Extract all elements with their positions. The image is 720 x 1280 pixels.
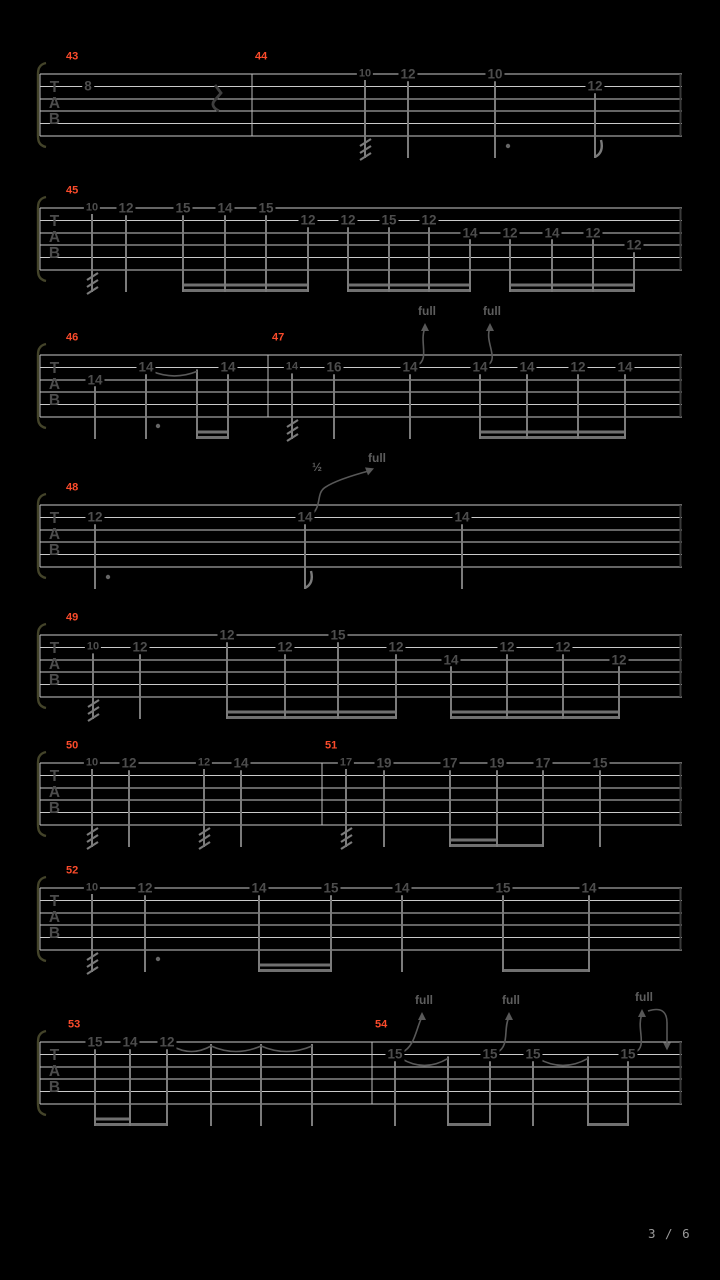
fret-number[interactable]: 19 bbox=[376, 755, 392, 771]
fret-number[interactable]: 12 bbox=[277, 639, 293, 655]
tab-clef bbox=[46, 511, 63, 559]
tab-clef-letter: B bbox=[48, 245, 61, 262]
tab-clef-letter: B bbox=[48, 392, 61, 409]
tab-clef-letter: A bbox=[48, 95, 61, 112]
system-brace bbox=[38, 877, 46, 961]
fret-number[interactable]: 15 bbox=[87, 1034, 103, 1050]
bend-arrow bbox=[402, 1017, 422, 1052]
grace-fret-number[interactable]: 12 bbox=[197, 756, 211, 769]
bend-arrowhead-icon bbox=[421, 323, 429, 331]
bend-arrowhead-icon bbox=[638, 1009, 646, 1017]
fret-number[interactable]: 15 bbox=[482, 1046, 498, 1062]
fret-number[interactable]: 15 bbox=[258, 200, 274, 216]
tab-clef-letter: A bbox=[48, 784, 61, 801]
fret-number[interactable]: 15 bbox=[323, 880, 339, 896]
fret-number[interactable]: 14 bbox=[217, 200, 233, 216]
tie-arc bbox=[172, 1046, 211, 1052]
tab-clef-letter: B bbox=[48, 542, 61, 559]
beam bbox=[196, 431, 229, 434]
fret-number[interactable]: 14 bbox=[87, 372, 103, 388]
tab-clef-letter: T bbox=[49, 768, 60, 785]
beam bbox=[479, 436, 626, 439]
augmentation-dot bbox=[156, 424, 160, 428]
fret-number[interactable]: 12 bbox=[400, 66, 416, 82]
beam bbox=[502, 969, 590, 972]
page-indicator: 3 / 6 bbox=[648, 1226, 691, 1241]
fret-number[interactable]: 12 bbox=[388, 639, 404, 655]
fret-number[interactable]: 12 bbox=[340, 212, 356, 228]
bend-amount-label: ½ bbox=[311, 460, 323, 474]
fret-number[interactable]: 12 bbox=[502, 225, 518, 241]
tab-clef-letter: B bbox=[48, 1079, 61, 1096]
fret-number[interactable]: 16 bbox=[326, 359, 342, 375]
system-brace bbox=[38, 197, 46, 281]
measure-number[interactable]: 51 bbox=[325, 739, 338, 752]
fret-number[interactable]: 10 bbox=[487, 66, 503, 82]
fret-number[interactable]: 14 bbox=[122, 1034, 138, 1050]
tab-clef-letter: A bbox=[48, 656, 61, 673]
fret-number[interactable]: 12 bbox=[570, 359, 586, 375]
beam bbox=[226, 716, 397, 719]
fret-number[interactable]: 15 bbox=[620, 1046, 636, 1062]
fret-number[interactable]: 12 bbox=[132, 639, 148, 655]
tab-clef-letter: A bbox=[48, 526, 61, 543]
beam bbox=[94, 1118, 131, 1121]
fret-number[interactable]: 17 bbox=[535, 755, 551, 771]
augmentation-dot bbox=[106, 575, 110, 579]
bend-amount-label: full bbox=[415, 993, 433, 1007]
tab-clef-letter: T bbox=[49, 640, 60, 657]
bend-amount-label: full bbox=[502, 993, 520, 1007]
tab-clef-letter: A bbox=[48, 909, 61, 926]
grace-fret-number[interactable]: 14 bbox=[285, 360, 299, 373]
tab-clef-letter: B bbox=[48, 672, 61, 689]
tab-clef-letter: B bbox=[48, 800, 61, 817]
grace-fret-number[interactable]: 17 bbox=[339, 756, 353, 769]
tab-clef-letter: B bbox=[48, 925, 61, 942]
fret-number[interactable]: 12 bbox=[585, 225, 601, 241]
tab-clef bbox=[46, 894, 63, 942]
fret-number[interactable]: 14 bbox=[519, 359, 535, 375]
system-brace bbox=[38, 63, 46, 147]
measure-number[interactable]: 48 bbox=[66, 481, 79, 494]
tie-arc bbox=[211, 1046, 261, 1052]
system-brace bbox=[38, 344, 46, 428]
fret-number[interactable]: 12 bbox=[87, 509, 103, 525]
beam bbox=[347, 284, 471, 287]
tab-clef-letter: T bbox=[49, 893, 60, 910]
fret-number[interactable]: 15 bbox=[330, 627, 346, 643]
measure-number[interactable]: 43 bbox=[66, 50, 79, 63]
grace-fret-number[interactable]: 10 bbox=[358, 67, 372, 80]
tab-clef-letter: T bbox=[49, 510, 60, 527]
fret-number[interactable]: 14 bbox=[617, 359, 633, 375]
bend-amount-label: full bbox=[368, 451, 386, 465]
fret-number[interactable]: 14 bbox=[581, 880, 597, 896]
tab-clef bbox=[46, 769, 63, 817]
tab-clef-letter: T bbox=[49, 79, 60, 96]
measure-number[interactable]: 50 bbox=[66, 739, 79, 752]
beam bbox=[182, 284, 309, 287]
bend-amount-label: full bbox=[418, 304, 436, 318]
beam bbox=[509, 284, 635, 287]
fret-number[interactable]: 12 bbox=[421, 212, 437, 228]
bend-arrowhead-icon bbox=[505, 1012, 513, 1020]
fret-number[interactable]: 12 bbox=[219, 627, 235, 643]
tie-arc bbox=[538, 1058, 588, 1065]
fret-number[interactable]: 12 bbox=[137, 880, 153, 896]
fret-number[interactable]: 15 bbox=[381, 212, 397, 228]
beam bbox=[450, 711, 620, 714]
fret-number[interactable]: 14 bbox=[220, 359, 236, 375]
tab-clef-letter: A bbox=[48, 376, 61, 393]
beam bbox=[587, 1123, 629, 1126]
beam bbox=[347, 289, 471, 292]
tab-clef-letter: B bbox=[48, 111, 61, 128]
system-brace bbox=[38, 752, 46, 836]
fret-number[interactable]: 12 bbox=[611, 652, 627, 668]
fret-number[interactable]: 14 bbox=[233, 755, 249, 771]
grace-fret-number[interactable]: 10 bbox=[85, 881, 99, 894]
fret-number[interactable]: 15 bbox=[592, 755, 608, 771]
tie-arc bbox=[401, 1058, 448, 1065]
fret-number[interactable]: 15 bbox=[175, 200, 191, 216]
tie-arc bbox=[152, 371, 197, 376]
fret-number[interactable]: 14 bbox=[138, 359, 154, 375]
eighth-flag-icon bbox=[305, 571, 312, 588]
grace-fret-number[interactable]: 10 bbox=[85, 756, 99, 769]
measure-number[interactable]: 49 bbox=[66, 611, 79, 624]
bend-arrow bbox=[635, 1014, 642, 1052]
fret-number[interactable]: 14 bbox=[544, 225, 560, 241]
quarter-rest-icon bbox=[213, 85, 221, 111]
system-brace bbox=[38, 494, 46, 578]
measure-number[interactable]: 52 bbox=[66, 864, 79, 877]
fret-number[interactable]: 12 bbox=[587, 78, 603, 94]
measure-number[interactable]: 46 bbox=[66, 331, 79, 344]
tab-clef-letter: T bbox=[49, 1047, 60, 1064]
tab-clef-letter: T bbox=[49, 213, 60, 230]
beam bbox=[479, 431, 626, 434]
eighth-flag-icon bbox=[595, 140, 602, 157]
fret-number[interactable]: 19 bbox=[489, 755, 505, 771]
tab-clef bbox=[46, 361, 63, 409]
beam bbox=[196, 436, 229, 439]
bend-arrow bbox=[312, 470, 371, 514]
fret-number[interactable]: 14 bbox=[462, 225, 478, 241]
beam bbox=[182, 289, 309, 292]
fret-number[interactable]: 8 bbox=[84, 78, 92, 94]
fret-number[interactable]: 12 bbox=[626, 237, 642, 253]
fret-number[interactable]: 14 bbox=[472, 359, 488, 375]
fret-number[interactable]: 14 bbox=[402, 359, 418, 375]
grace-fret-number[interactable]: 10 bbox=[86, 640, 100, 653]
measure-number[interactable]: 44 bbox=[255, 50, 268, 63]
bend-arrowhead-icon bbox=[418, 1012, 426, 1020]
tab-clef bbox=[46, 641, 63, 689]
fret-number[interactable]: 15 bbox=[387, 1046, 403, 1062]
fret-number[interactable]: 12 bbox=[555, 639, 571, 655]
augmentation-dot bbox=[506, 144, 510, 148]
tab-clef-letter: A bbox=[48, 1063, 61, 1080]
fret-number[interactable]: 14 bbox=[443, 652, 459, 668]
beam bbox=[509, 289, 635, 292]
tab-clef bbox=[46, 214, 63, 262]
fret-number[interactable]: 12 bbox=[499, 639, 515, 655]
release-arrowhead-icon bbox=[663, 1042, 671, 1050]
grace-fret-number[interactable]: 10 bbox=[85, 201, 99, 214]
measure-number[interactable]: 47 bbox=[272, 331, 285, 344]
tab-clef-letter: T bbox=[49, 360, 60, 377]
fret-number[interactable]: 17 bbox=[442, 755, 458, 771]
fret-number[interactable]: 12 bbox=[159, 1034, 175, 1050]
fret-number[interactable]: 14 bbox=[394, 880, 410, 896]
system-brace bbox=[38, 624, 46, 708]
system-brace bbox=[38, 1031, 46, 1115]
fret-number[interactable]: 14 bbox=[297, 509, 313, 525]
fret-number[interactable]: 14 bbox=[251, 880, 267, 896]
bend-arrowhead-icon bbox=[486, 323, 494, 331]
bend-amount-label: full bbox=[635, 990, 653, 1004]
fret-number[interactable]: 12 bbox=[118, 200, 134, 216]
fret-number[interactable]: 15 bbox=[495, 880, 511, 896]
beam bbox=[449, 839, 498, 842]
measure-number[interactable]: 53 bbox=[68, 1018, 81, 1031]
fret-number[interactable]: 12 bbox=[300, 212, 316, 228]
tab-clef bbox=[46, 1048, 63, 1096]
fret-number[interactable]: 15 bbox=[525, 1046, 541, 1062]
measure-number[interactable]: 54 bbox=[375, 1018, 388, 1031]
beam bbox=[226, 711, 397, 714]
tab-clef-letter: A bbox=[48, 229, 61, 246]
beam bbox=[450, 716, 620, 719]
beam bbox=[258, 964, 332, 967]
tab-clef bbox=[46, 80, 63, 128]
bend-amount-label: full bbox=[483, 304, 501, 318]
measure-number[interactable]: 45 bbox=[66, 184, 79, 197]
tie-arc bbox=[261, 1046, 312, 1052]
augmentation-dot bbox=[156, 957, 160, 961]
fret-number[interactable]: 14 bbox=[454, 509, 470, 525]
fret-number[interactable]: 12 bbox=[121, 755, 137, 771]
beam bbox=[258, 969, 332, 972]
beam bbox=[447, 1123, 491, 1126]
